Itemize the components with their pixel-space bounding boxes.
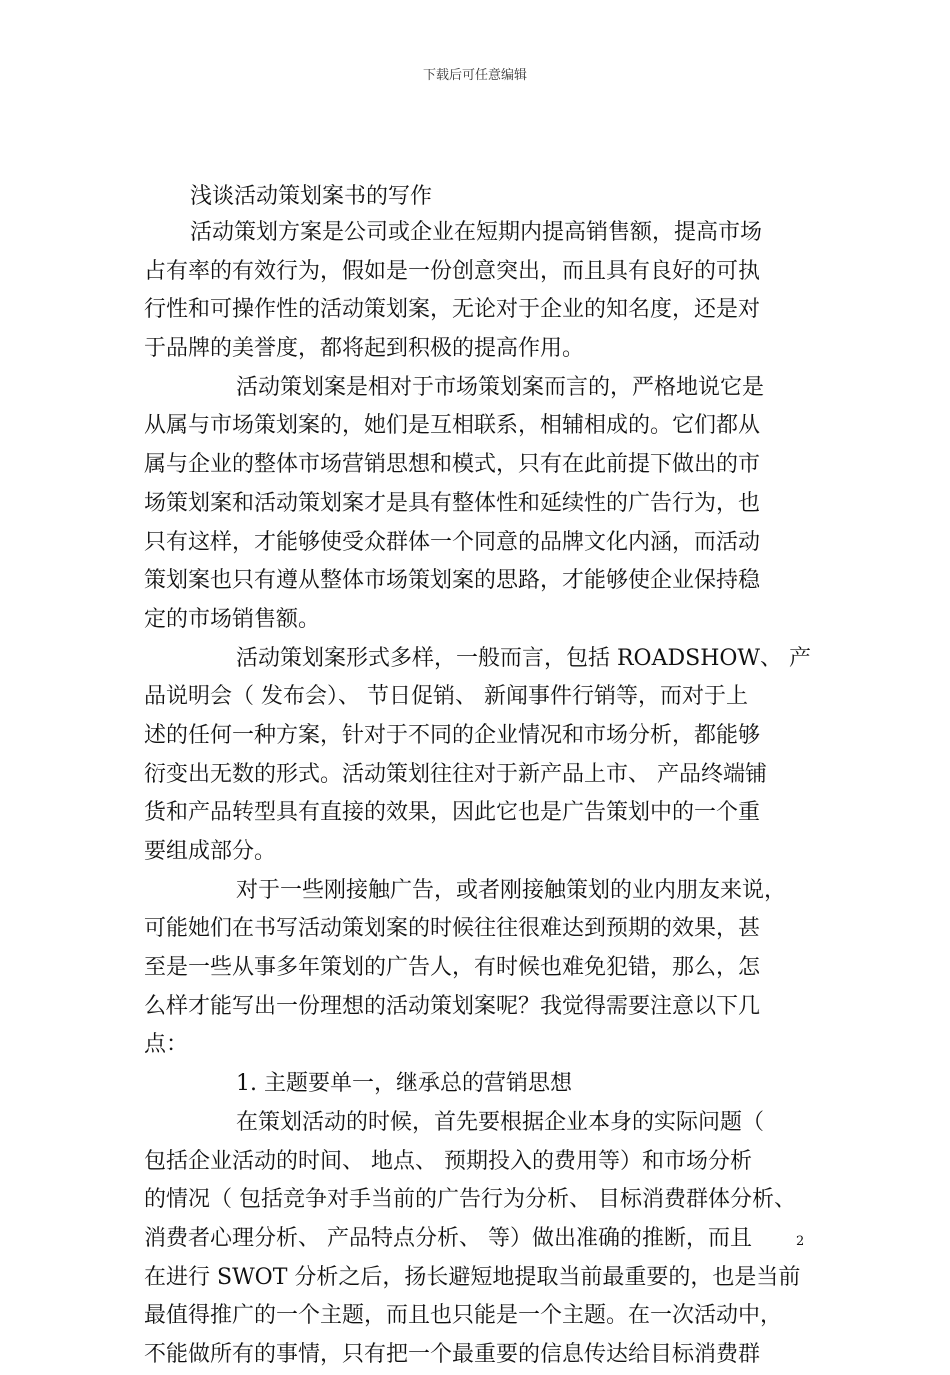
text-line: 场策划案和活动策划案才是具有整体性和延续性的广告行为，也 <box>144 490 761 516</box>
text-line: 1. 主题要单一，继承总的营销思想 <box>236 1071 572 1097</box>
text-line: 活动策划方案是公司或企业在短期内提高销售额，提高市场 <box>190 220 763 245</box>
text-line: 策划案也只有遵从整体市场策划案的思路，才能够使企业保持稳 <box>144 568 761 594</box>
text-line: 占有率的有效行为，假如是一份创意突出，而且具有良好的可执 <box>144 258 761 284</box>
text-line: 至是一些从事多年策划的广告人，有时候也难免犯错，那么，怎 <box>144 955 761 981</box>
text-line: 从属与市场策划案的，她们是互相联系，相辅相成的。它们都从 <box>144 413 761 439</box>
page-number: 2 <box>796 1234 805 1249</box>
document-body <box>144 214 812 1375</box>
text-line: 么样才能写出一份理想的活动策划案呢？我觉得需要注意以下几 <box>144 993 761 1019</box>
text-line: 述的任何一种方案，针对于不同的企业情况和市场分析，都能够 <box>144 722 761 748</box>
text-line: 点： <box>144 1032 189 1058</box>
text-line: 属与企业的整体市场营销思想和模式，只有在此前提下做出的市 <box>144 452 761 478</box>
text-line: 在策划活动的时候，首先要根据企业本身的实际问题（ <box>236 1109 765 1135</box>
document-title: 浅谈活动策划案书的写作 <box>190 184 433 209</box>
text-line: 可能她们在书写活动策划案的时候往往很难达到预期的效果，甚 <box>144 916 761 942</box>
text-line: 行性和可操作性的活动策划案，无论对于企业的知名度，还是对 <box>144 297 761 323</box>
text-line: 包括企业活动的时间、 地点、 预期投入的费用等）和市场分析 <box>144 1148 752 1174</box>
text-line: 活动策划案是相对于市场策划案而言的，严格地说它是 <box>236 374 765 400</box>
text-line: 消费者心理分析、 产品特点分析、 等）做出准确的推断，而且 <box>144 1225 752 1251</box>
page-header: 下载后可任意编辑 <box>422 68 527 83</box>
text-line: 对于一些刚接触广告，或者刚接触策划的业内朋友来说， <box>236 877 787 903</box>
text-line: 于品牌的美誉度，都将起到积极的提高作用。 <box>144 336 585 362</box>
text-line: 在进行 SWOT 分析之后，扬长避短地提取当前最重要的，也是当前 <box>144 1264 801 1290</box>
text-line: 品说明会（ 发布会）、 节日促销、 新闻事件行销等，而对于上 <box>144 684 748 710</box>
text-line: 不能做所有的事情，只有把一个最重要的信息传达给目标消费群 <box>144 1341 761 1367</box>
text-line: 要组成部分。 <box>144 839 277 864</box>
text-line: 货和产品转型具有直接的效果，因此它也是广告策划中的一个重 <box>144 800 761 826</box>
text-line: 的情况（ 包括竞争对手当前的广告行为分析、 目标消费群体分析、 <box>144 1187 796 1213</box>
text-line: 衍变出无数的形式。活动策划往往对于新产品上市、 产品终端铺 <box>144 761 767 787</box>
text-line: 只有这样，才能够使受众群体一个同意的品牌文化内涵，而活动 <box>144 529 761 555</box>
text-line: 定的市场销售额。 <box>144 606 321 632</box>
text-line: 活动策划案形式多样，一般而言，包括 ROADSHOW、 产 <box>236 645 812 671</box>
text-line: 最值得推广的一个主题，而且也只能是一个主题。在一次活动中， <box>144 1303 783 1329</box>
